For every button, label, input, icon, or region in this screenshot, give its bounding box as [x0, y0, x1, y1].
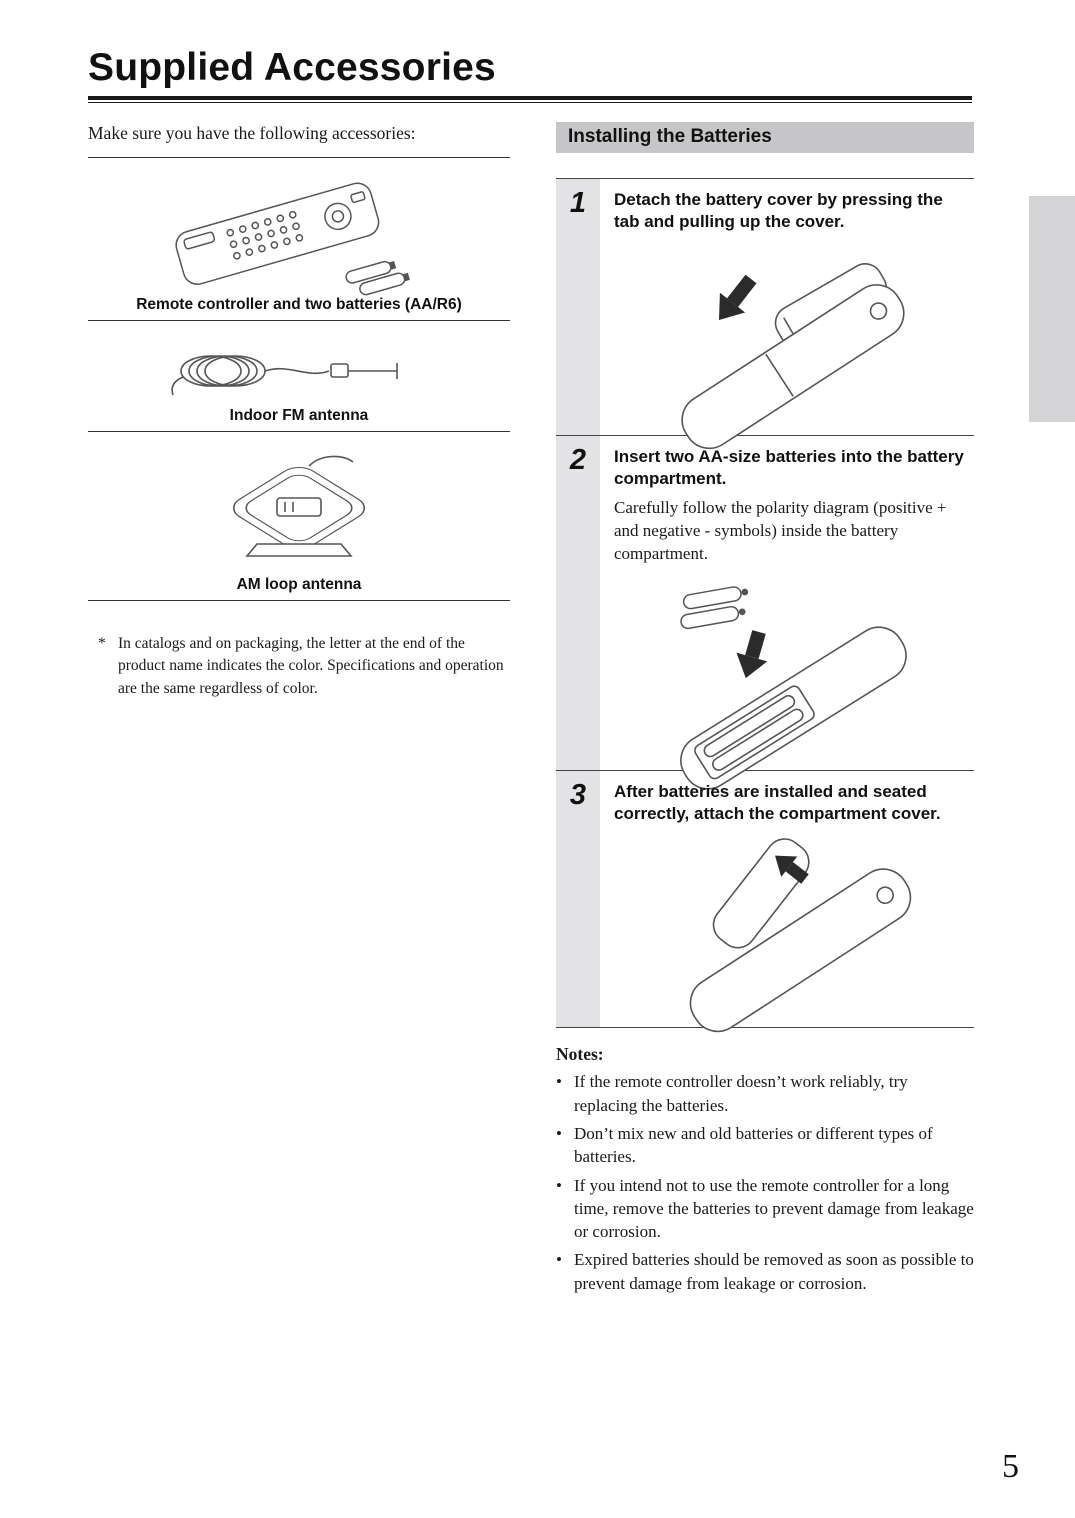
step-3-heading: After batteries are installed and seated correctly, attach the compartment cover. — [614, 782, 941, 824]
step-3-number: 3 — [556, 771, 600, 1027]
step-3-body — [600, 771, 974, 1027]
color-footnote — [88, 633, 510, 700]
bullet-icon: • — [556, 1250, 562, 1270]
footnote-text: In catalogs and on packaging, the letter at the end of the product name indicates the color. Specifications and operation are the same regardless of color. — [118, 634, 504, 697]
footnote-marker: * — [98, 634, 106, 652]
step-2 — [556, 435, 974, 770]
title-divider — [88, 96, 972, 103]
note-item — [556, 1070, 974, 1117]
step-1-number: 1 — [556, 179, 600, 435]
fm-antenna-illustration — [149, 337, 449, 403]
step-3 — [556, 770, 974, 1027]
accessory-label-am: AM loop antenna — [236, 575, 362, 593]
step-2-text: Carefully follow the polarity diagram (positive + and negative - symbols) inside the battery compartment. — [614, 498, 947, 564]
accessory-am-antenna-figure — [88, 450, 510, 601]
accessory-fm-antenna-figure — [88, 337, 510, 432]
step-2-illustration-battery-insert — [643, 576, 943, 756]
chapter-edge-tab — [1029, 196, 1075, 422]
page-title: Supplied Accessories — [88, 46, 496, 89]
left-column — [88, 120, 510, 700]
section-header: Installing the Batteries — [556, 122, 974, 153]
accessory-remote-figure — [88, 170, 510, 321]
step-2-number: 2 — [556, 436, 600, 770]
step-2-heading: Insert two AA-size batteries into the battery compartment. — [614, 447, 964, 489]
note-text: Expired batteries should be removed as soon as possible to prevent damage from leakage or corrosion. — [574, 1250, 974, 1293]
note-text: If the remote controller doesn’t work reliably, try replacing the batteries. — [574, 1072, 908, 1115]
note-text: Don’t mix new and old batteries or different types of batteries. — [574, 1123, 933, 1167]
intro-text: Make sure you have the following accessories: — [88, 120, 510, 158]
note-text: If you intend not to use the remote controller for a long time, remove the batteries to prevent damage from leakage or corrosion. — [574, 1175, 974, 1242]
remote-controller-illustration — [144, 170, 454, 292]
notes-section — [556, 1044, 974, 1295]
accessory-label-remote: Remote controller and two batteries (AA/R6) — [136, 295, 462, 313]
step-1 — [556, 178, 974, 435]
page-number: 5 — [1002, 1448, 1019, 1485]
steps-list — [556, 178, 974, 1028]
step-1-body — [600, 179, 974, 435]
step-1-heading: Detach the battery cover by pressing the tab and pulling up the cover. — [614, 190, 943, 232]
note-item — [556, 1122, 974, 1169]
step-1-illustration-cover-removal — [643, 243, 943, 421]
right-column — [556, 122, 974, 1295]
bullet-icon: • — [556, 1123, 562, 1143]
step-2-body — [600, 436, 974, 770]
note-item — [556, 1174, 974, 1244]
bullet-icon: • — [556, 1175, 562, 1195]
step-3-illustration-cover-attach — [643, 835, 943, 1013]
bullet-icon: • — [556, 1072, 562, 1092]
am-antenna-illustration — [159, 450, 439, 572]
note-item — [556, 1248, 974, 1295]
notes-title: Notes: — [556, 1044, 604, 1065]
accessory-label-fm: Indoor FM antenna — [229, 406, 369, 424]
